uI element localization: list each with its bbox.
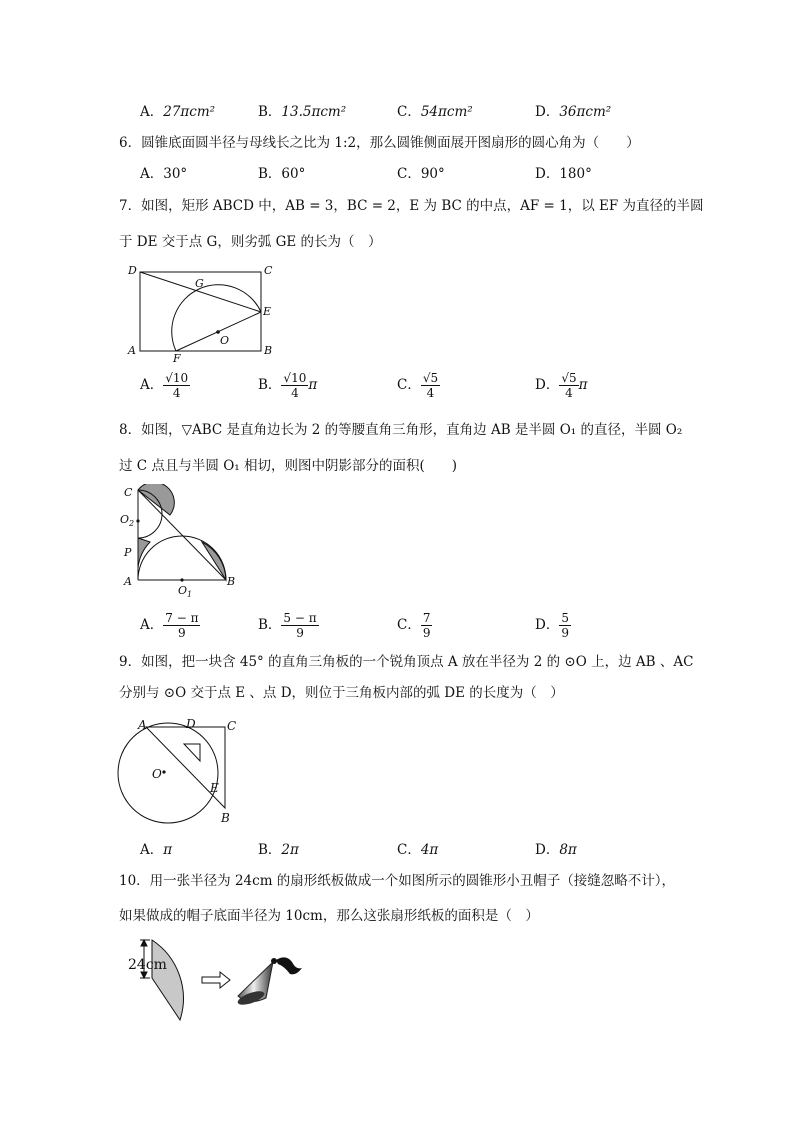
q9-label-c: C <box>227 719 237 733</box>
q8-shade-top <box>138 484 174 515</box>
q7-option-b: B． $\frac{√10}{4}$ π <box>258 371 318 400</box>
q7-label-e: E <box>263 305 272 318</box>
q7-label-b: B <box>264 344 273 357</box>
q8-label-o2: $O_2$ <box>120 513 135 528</box>
q10-label-radius: 24cm <box>128 957 167 973</box>
q7-label-g: G <box>195 277 204 290</box>
q5-option-d: D．36πcm² <box>535 104 612 120</box>
q7-label-a: A <box>128 344 136 357</box>
q8-figure <box>118 484 243 599</box>
q9-label-e: E <box>210 781 219 795</box>
q10-figure <box>120 934 310 1026</box>
q8-o2-dot <box>136 519 139 522</box>
q5-option-c: C．54πcm² <box>397 104 473 120</box>
q8-option-a: A． $\frac{7 - \pi}{9}$ <box>140 611 199 640</box>
q8-label-p: P <box>124 546 132 559</box>
q5-option-a: A．27πcm² <box>140 104 216 120</box>
q7-option-a: A． $\frac{√10}{4}$ <box>140 371 189 400</box>
q8-option-d: D． $\frac{5}{9}$ <box>535 611 569 640</box>
q8-side-cb <box>138 490 226 580</box>
q8-stem-line2: 过 C 点且与半圆 O₁ 相切，则图中阴影部分的面积( ) <box>119 458 458 474</box>
q9-label-d: D <box>186 717 196 731</box>
q8-label-o1: $O_1$ <box>178 584 193 599</box>
q7-label-c: C <box>264 264 273 277</box>
q9-label-o: O <box>152 767 162 781</box>
q6-option-b: B．60° <box>258 166 306 182</box>
q7-stem-line2: 于 DE 交于点 G，则劣弧 GE 的长为（ ） <box>119 234 382 250</box>
q8-shade-right <box>202 542 226 580</box>
q8-shade-left <box>138 538 150 568</box>
q8-label-c: C <box>124 486 133 499</box>
q10-stem-line2: 如果做成的帽子底面半径为 10cm，那么这张扇形纸板的面积是（ ） <box>119 908 539 924</box>
q9-option-b: B．2π <box>258 842 299 858</box>
q7-option-c: C． $\frac{√5}{4}$ <box>397 371 439 400</box>
q7-label-o: O <box>220 334 230 347</box>
q9-option-c: C．4π <box>397 842 439 858</box>
q8-option-c: C． $\frac{7}{9}$ <box>397 611 431 640</box>
q9-label-a: A <box>138 718 147 732</box>
q7-stem-line1: 7．如图，矩形 ABCD 中，AB = 3，BC = 2，E 为 BC 的中点，AF = 1，以 EF 为直径的半圆 <box>119 198 704 214</box>
q9-circle-o <box>118 723 218 823</box>
q7-option-d: D． $\frac{√5}{4}$ π <box>535 371 588 400</box>
q10-sector <box>152 940 183 1020</box>
q9-figure <box>112 714 247 829</box>
q6-option-a: A．30° <box>140 166 188 182</box>
q7-figure <box>120 262 280 364</box>
q10-stem-line1: 10．用一张半径为 24cm 的扇形纸板做成一个如图所示的圆锥形小丑帽子（接缝忽略不计）， <box>119 873 676 889</box>
q8-o1-dot <box>180 578 183 581</box>
q6-stem: 6．圆锥底面圆半径与母线长之比为 1:2，那么圆锥侧面展开图扇形的圆心角为（ ） <box>119 135 640 151</box>
q9-option-d: D．8π <box>535 842 577 858</box>
q9-stem-line1: 9．如图，把一块含 45° 的直角三角板的一个锐角顶点 A 放在半径为 2 的 ⊙O 上，边 AB 、AC <box>119 654 694 670</box>
q9-stem-line2: 分别与 ⊙O 交于点 E 、点 D，则位于三角板内部的弧 DE 的长度为（ ） <box>119 685 564 701</box>
q9-triangle-inner <box>184 744 200 761</box>
q7-label-f: F <box>173 352 181 364</box>
q9-label-b: B <box>221 811 230 825</box>
q9-center-dot <box>162 770 165 773</box>
q8-stem-line1: 8．如图，▽ABC 是直角边长为 2 的等腰直角三角形，直角边 AB 是半圆 O₁ 的直径，半圆 O₂ <box>119 422 683 438</box>
q10-arrow-icon <box>202 972 230 988</box>
q7-label-d: D <box>128 264 137 277</box>
q10-clown-hat-icon <box>236 957 302 1007</box>
q8-option-b: B． $\frac{5 - \pi}{9}$ <box>258 611 317 640</box>
q9-option-a: A．π <box>140 842 173 858</box>
q8-label-a: A <box>124 575 132 588</box>
q5-option-b: B．13.5πcm² <box>258 104 347 120</box>
q8-label-b: B <box>227 575 236 588</box>
q6-option-c: C．90° <box>397 166 445 182</box>
q6-option-d: D．180° <box>535 166 592 182</box>
